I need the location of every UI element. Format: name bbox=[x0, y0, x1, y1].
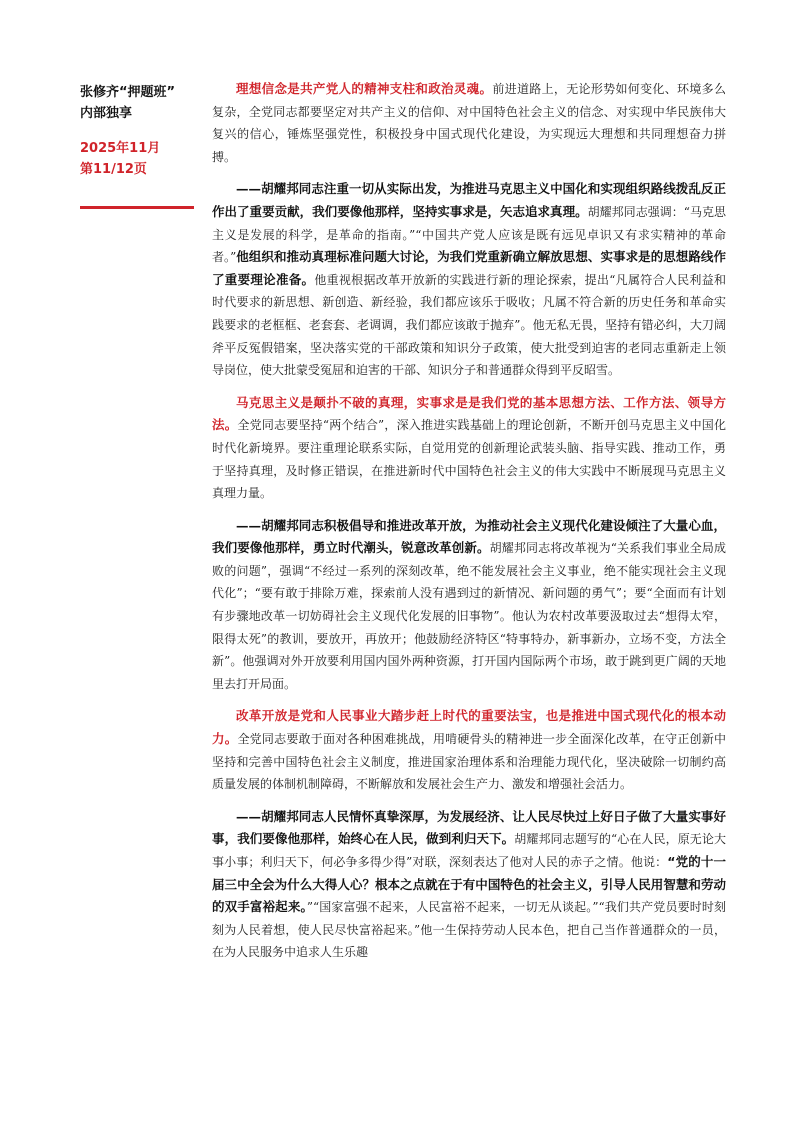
paragraph-4-lead: ——胡耀邦同志积极倡导和推进改革开放，为推动社会主义现代化建设倾注了大量心血，我们要像他那样，勇立时代潮头，锐意改革创新。 bbox=[212, 517, 726, 556]
paragraph-5-body: 全党同志要敢于面对各种困难挑战，用啃硬骨头的精神进一步全面深化改革，在守正创新中坚持和完善中国特色社会主义制度，推进国家治理体系和治理能力现代化，坚决破除一切制约高质量发展的体制机制障碍，不断解放和发展社会生产力、激发和增强社会活力。 bbox=[212, 732, 726, 792]
paragraph-6-highlight: “党的十一届三中全会为什么大得人心？根本之点就在于有中国特色的社会主义，引导人民用智慧和劳动的双手富裕起来。 bbox=[212, 854, 727, 915]
paragraph-1 bbox=[212, 78, 726, 168]
sidebar-title-line2: 内部独享 bbox=[80, 106, 133, 121]
sidebar-title-line1: 张修齐“押题班” bbox=[80, 85, 176, 100]
paragraph-5-lead: 改革开放是党和人民事业大踏步赶上时代的重要法宝，也是推进中国式现代化的根本动力。 bbox=[212, 708, 726, 747]
paragraph-2-lead: ——胡耀邦同志注重一切从实际出发，为推进马克思主义中国化和实现组织路线拨乱反正作出了重要贡献，我们要像他那样，坚持实事求是，矢志追求真理。 bbox=[212, 181, 726, 219]
paragraph-2-body-a: 胡耀邦同志强调：“马克思主义是发展的科学，是革命的指南。”“中国共产党人应该是既有远见卓识又有求实精神的革命者。” bbox=[212, 204, 726, 265]
paragraph-3-body: 全党同志要坚持“两个结合”，深入推进实践基础上的理论创新，不断开创马克思主义中国化时代化新境界。要注重理论联系实际，自觉用党的创新理论武装头脑、指导实践、推动工作，勇于坚持真理，及时修正错误，在推进新时代中国特色社会主义的伟大实践中不断展现马克思主义真理力量。 bbox=[212, 418, 726, 501]
sidebar-page-number: 第11/12页 bbox=[80, 162, 147, 177]
sidebar-divider bbox=[80, 206, 194, 209]
article-body bbox=[212, 78, 726, 974]
paragraph-1-body: 前进道路上，无论形势如何变化、环境多么复杂，全党同志都要坚定对共产主义的信仰、对中国特色社会主义的信念、对实现中华民族伟大复兴的信心，锤炼坚强党性，积极投身中国式现代化建设，为实现远大理想和共同理想奋力拼搏。 bbox=[212, 82, 726, 164]
sidebar-date: 2025年11月 bbox=[80, 141, 161, 156]
paragraph-5 bbox=[212, 705, 726, 795]
paragraph-3-lead: 马克思主义是颠扑不破的真理，实事求是是我们党的基本思想方法、工作方法、领导方法。 bbox=[212, 394, 726, 433]
paragraph-4-body: 胡耀邦同志将改革视为“关系我们事业全局成败的问题”，强调“不经过一系列的深刻改革，绝不能发展社会主义事业，绝不能实现社会主义现代化”；“要有敢于排除万难，探索前人没有遇到过的新情况、新问题的勇气”；要“全面而有计划有步骤地改革一切妨碍社会主义现代化发展的旧事物”。他认为农村改革要汲取过去“想得太窄，限得太死”的教训，要放开，再放开；他鼓励经济特区“特事特办，新事新办，立场不变，方法全新”。他强调对外开放要利用国内国外两种资源，打开国内国际两个市场，敢于跳到更广阔的天地里去打开局面。 bbox=[212, 541, 726, 691]
paragraph-2-highlight: 他组织和推动真理标准问题大讨论，为我们党重新确立解放思想、实事求是的思想路线作了重要理论准备。 bbox=[212, 249, 726, 287]
paragraph-2 bbox=[212, 178, 726, 381]
paragraph-1-lead: 理想信念是共产党人的精神支柱和政治灵魂。 bbox=[236, 81, 493, 96]
paragraph-3 bbox=[212, 392, 726, 505]
paragraph-6-lead: ——胡耀邦同志人民情怀真挚深厚，为发展经济、让人民尽快过上好日子做了大量实事好事，我们要像他那样，始终心在人民，做到利归天下。 bbox=[212, 808, 726, 847]
paragraph-6-body-a: 胡耀邦同志题写的“心在人民，原无论大事小事；利归天下，何必争多得少得”对联，深刻表达了他对人民的赤子之情。他说： bbox=[212, 832, 726, 869]
paragraph-6-body-b: ”“国家富强不起来，人民富裕不起来，一切无从谈起。”“我们共产党员要时时刻刻为人民着想，使人民尽快富裕起来。”他一生保持劳动人民本色，把自己当作普通群众的一员，在为人民服务中追求人生乐趣 bbox=[212, 900, 726, 960]
paragraph-6 bbox=[212, 806, 726, 964]
paragraph-4 bbox=[212, 515, 726, 696]
sidebar bbox=[80, 82, 194, 180]
paragraph-2-body-b: 他重视根据改革开放新的实践进行新的理论探索，提出“凡属符合人民利益和时代要求的新思想、新创造、新经验，我们都应该乐于吸收；凡属不符合新的历史任务和革命实践要求的老框框、老套套、老调调，我们都应该敢于抛弃”。他无私无畏，坚持有错必纠，大刀阔斧平反冤假错案，坚决落实党的干部政策和知识分子政策，使大批受到迫害的老同志重新走上领导岗位，使大批蒙受冤屈和迫害的干部、知识分子和普通群众得到平反昭雪。 bbox=[212, 272, 726, 378]
